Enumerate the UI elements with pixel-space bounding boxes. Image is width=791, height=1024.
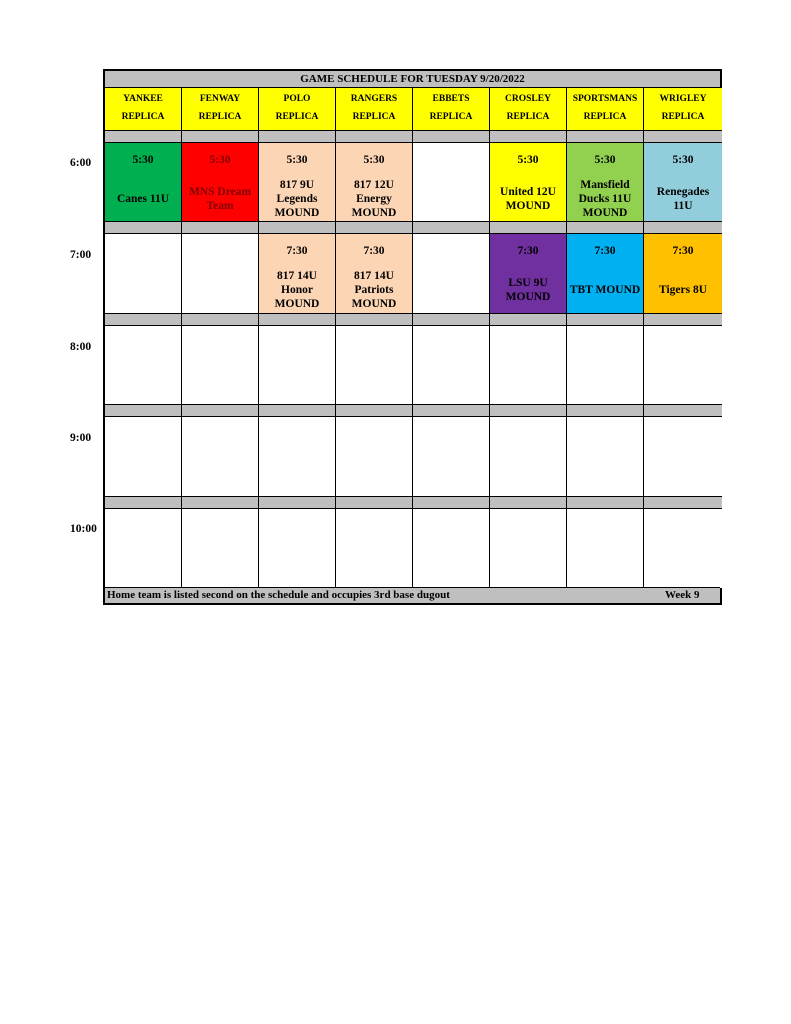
field-sub: REPLICA — [661, 112, 705, 122]
row-separator — [567, 497, 644, 509]
row-separator — [567, 405, 644, 417]
game-time: 5:30 — [594, 154, 616, 166]
field-name: SPORTSMANS — [572, 94, 638, 104]
empty-cell — [105, 417, 182, 497]
game-time: 7:30 — [517, 245, 539, 257]
game-cell[interactable] — [259, 234, 336, 314]
field-sub: REPLICA — [198, 112, 242, 122]
row-separator — [336, 497, 413, 509]
row-separator — [567, 314, 644, 326]
team-name: TBT MOUND — [569, 284, 641, 296]
empty-cell — [105, 326, 182, 405]
game-cell[interactable] — [490, 234, 567, 314]
row-separator — [413, 314, 490, 326]
row-separator — [336, 405, 413, 417]
empty-cell — [490, 417, 567, 497]
row-separator — [644, 497, 722, 509]
row-separator — [413, 497, 490, 509]
empty-cell — [567, 509, 644, 588]
row-separator — [105, 222, 182, 234]
week-label: Week 9 — [665, 589, 700, 601]
row-separator — [413, 405, 490, 417]
team-name: 817 14U Patriots MOUND — [351, 270, 397, 310]
time-slot-label: 6:00 — [70, 157, 92, 169]
footer — [105, 587, 720, 603]
game-cell[interactable] — [644, 234, 722, 314]
game-time: 5:30 — [286, 154, 308, 166]
empty-cell — [182, 234, 259, 314]
empty-cell — [413, 326, 490, 405]
field-name: POLO — [283, 94, 311, 104]
row-separator — [413, 222, 490, 234]
time-slot-label: 7:00 — [70, 249, 92, 261]
empty-cell — [259, 417, 336, 497]
field-name: RANGERS — [350, 94, 398, 104]
row-separator — [490, 497, 567, 509]
row-separator — [182, 131, 259, 143]
row-separator — [259, 497, 336, 509]
row-separator — [182, 405, 259, 417]
empty-cell — [644, 417, 722, 497]
row-separator — [644, 131, 722, 143]
row-separator — [644, 314, 722, 326]
field-name: WRIGLEY — [659, 94, 707, 104]
empty-cell — [336, 417, 413, 497]
game-time: 5:30 — [209, 154, 231, 166]
empty-cell — [413, 234, 490, 314]
game-time: 7:30 — [672, 245, 694, 257]
field-header-wrigley — [644, 88, 722, 131]
team-name: 817 14U Honor MOUND — [274, 270, 320, 310]
field-name: CROSLEY — [505, 94, 551, 104]
empty-cell — [644, 509, 722, 588]
empty-cell — [182, 509, 259, 588]
empty-cell — [105, 509, 182, 588]
row-separator — [644, 222, 722, 234]
field-name: EBBETS — [432, 94, 470, 104]
game-cell[interactable] — [567, 143, 644, 222]
row-separator — [259, 314, 336, 326]
team-name: United 12U MOUND — [500, 186, 556, 212]
game-cell[interactable] — [105, 143, 182, 222]
team-name: Tigers 8U — [658, 284, 708, 296]
row-separator — [105, 405, 182, 417]
empty-cell — [490, 509, 567, 588]
game-cell[interactable] — [567, 234, 644, 314]
row-separator — [336, 222, 413, 234]
team-name: LSU 9U MOUND — [505, 277, 551, 303]
game-cell[interactable] — [644, 143, 722, 222]
field-sub: REPLICA — [121, 112, 165, 122]
row-separator — [105, 131, 182, 143]
row-separator — [490, 405, 567, 417]
empty-cell — [644, 326, 722, 405]
field-header-fenway — [182, 88, 259, 131]
field-header-sportsmans — [567, 88, 644, 131]
time-slot-label: 10:00 — [70, 523, 97, 535]
page-title: GAME SCHEDULE FOR TUESDAY 9/20/2022 — [105, 71, 720, 88]
game-cell[interactable] — [490, 143, 567, 222]
field-name: YANKEE — [123, 94, 163, 104]
row-separator — [259, 131, 336, 143]
team-name: MNS Dream Team — [188, 186, 252, 212]
game-time: 5:30 — [672, 154, 694, 166]
field-sub: REPLICA — [506, 112, 550, 122]
team-name: 817 9U Legends MOUND — [274, 179, 320, 219]
row-separator — [336, 314, 413, 326]
game-time: 7:30 — [286, 245, 308, 257]
empty-cell — [567, 326, 644, 405]
field-name: FENWAY — [199, 94, 241, 104]
field-header-crosley — [490, 88, 567, 131]
row-separator — [567, 131, 644, 143]
game-time: 5:30 — [132, 154, 154, 166]
field-header-rangers — [336, 88, 413, 131]
empty-cell — [413, 143, 490, 222]
field-sub: REPLICA — [352, 112, 396, 122]
row-separator — [490, 131, 567, 143]
field-header-ebbets — [413, 88, 490, 131]
row-separator — [490, 222, 567, 234]
empty-cell — [413, 417, 490, 497]
game-time: 5:30 — [517, 154, 539, 166]
empty-cell — [259, 509, 336, 588]
game-time: 7:30 — [363, 245, 385, 257]
empty-cell — [105, 234, 182, 314]
field-header-polo — [259, 88, 336, 131]
empty-cell — [336, 326, 413, 405]
time-slot-label: 8:00 — [70, 341, 92, 353]
row-separator — [413, 131, 490, 143]
field-sub: REPLICA — [429, 112, 473, 122]
game-cell[interactable] — [259, 143, 336, 222]
row-separator — [182, 314, 259, 326]
row-separator — [490, 314, 567, 326]
team-name: Mansfield Ducks 11U MOUND — [578, 179, 632, 219]
game-cell[interactable] — [336, 143, 413, 222]
empty-cell — [490, 326, 567, 405]
empty-cell — [567, 417, 644, 497]
row-separator — [182, 222, 259, 234]
field-header-yankee — [105, 88, 182, 131]
row-separator — [259, 222, 336, 234]
footer-note: Home team is listed second on the schedule and occupies 3rd base dugout — [107, 589, 450, 601]
game-time: 5:30 — [363, 154, 385, 166]
field-sub: REPLICA — [583, 112, 627, 122]
empty-cell — [182, 326, 259, 405]
field-sub: REPLICA — [275, 112, 319, 122]
row-separator — [259, 405, 336, 417]
game-cell[interactable] — [182, 143, 259, 222]
time-slot-label: 9:00 — [70, 432, 92, 444]
team-name: Renegades 11U — [656, 186, 710, 212]
game-time: 7:30 — [594, 245, 616, 257]
game-cell[interactable] — [336, 234, 413, 314]
empty-cell — [336, 509, 413, 588]
schedule-table — [103, 69, 722, 605]
row-separator — [105, 314, 182, 326]
empty-cell — [413, 509, 490, 588]
team-name: Canes 11U — [116, 193, 170, 205]
row-separator — [644, 405, 722, 417]
row-separator — [336, 131, 413, 143]
row-separator — [105, 497, 182, 509]
row-separator — [182, 497, 259, 509]
empty-cell — [182, 417, 259, 497]
empty-cell — [259, 326, 336, 405]
row-separator — [567, 222, 644, 234]
team-name: 817 12U Energy MOUND — [351, 179, 397, 219]
